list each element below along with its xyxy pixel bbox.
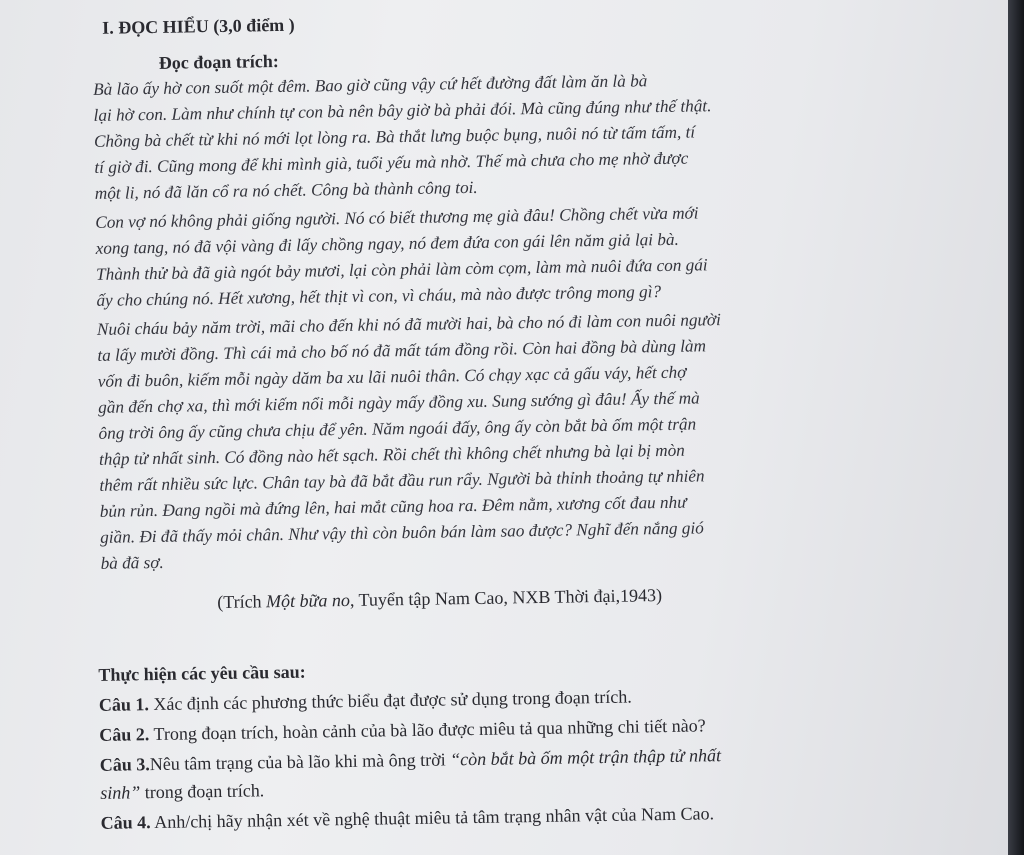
excerpt-line: ấy cho chúng nó. Hết xương, hết thịt vì con, vì cháu, mà nào được trông mong gì? [96, 282, 662, 310]
excerpt-line: ông trời ông ấy cũng chưa chịu để yên. Năm ngoái đấy, ông ấy còn bắt bà ốm một trận [98, 414, 697, 443]
question-label: Câu 4. [100, 812, 151, 833]
question-text-tail: trong đoạn trích. [140, 780, 265, 803]
background-edge [1008, 0, 1024, 855]
question-3-continued [100, 780, 264, 804]
excerpt-line: tí giờ đi. Cũng mong để khi mình già, tuổi yếu mà nhờ. Thế mà chưa cho mẹ nhờ được [94, 148, 689, 177]
question-text: Xác định các phương thức biểu đạt được sử dụng trong đoạn trích. [148, 686, 632, 715]
excerpt-line: Nuôi cháu bảy năm trời, mãi cho đến khi nó đã mười hai, bà cho nó đi làm con nuôi người [96, 310, 721, 339]
excerpt-line: Con vợ nó không phải giống người. Nó có biết thương mẹ già đâu! Chồng chết vừa mới [95, 203, 699, 232]
excerpt-line: thập tử nhất sinh. Có đồng nào hết sạch. Rồi chết thì không chết nhưng bà lại bị mòn [98, 440, 685, 469]
requirements-title: Thực hiện các yêu cầu sau: [98, 661, 306, 685]
excerpt-line: ta lấy mười đồng. Thì cái mả cho bố nó đã mất tám đồng rồi. Còn hai đồng bà dùng làm [97, 336, 707, 365]
question-text: Trong đoạn trích, hoàn cảnh của bà lão được miêu tả qua những chi tiết nào? [149, 715, 706, 745]
question-label: Câu 1. [98, 694, 150, 715]
excerpt-line: Thành thử bà đã già ngót bảy mươi, lại còn phải làm còm cọm, làm mà nuôi đứa con gái [95, 255, 708, 284]
excerpt-line: thêm rất nhiều sức lực. Chân tay bà đã bắt đầu run rẩy. Người bà thỉnh thoảng tự nhiên [99, 466, 705, 495]
excerpt-line: bủn rủn. Đang ngồi mà đứng lên, hai mắt cũng hoa ra. Đêm nằm, xương cốt đau như [99, 492, 687, 521]
excerpt-line: giần. Đi đã thấy mỏi chân. Như vậy thì còn buôn bán làm sao được? Nghĩ đến nắng gió [100, 518, 704, 547]
excerpt-line: Chồng bà chết từ khi nó mới lọt lòng ra. Bà thắt lưng buộc bụng, nuôi nó từ tấm tấm, tí [93, 122, 696, 151]
excerpt-line: lại hờ con. Làm như chính tự con bà nên bây giờ bà phải đói. Mà cũng đúng như thế thật. [93, 96, 712, 125]
excerpt-line: một li, nó đã lăn cổ ra nó chết. Công bà thành công toi. [94, 177, 478, 203]
question-quote-continued: sinh” [100, 782, 141, 803]
question-4 [101, 803, 715, 834]
excerpt-line: Bà lão ấy hờ con suốt một đêm. Bao giờ cũng vậy cứ hết đường đất làm ăn là bà [93, 71, 648, 99]
section-title: I. ĐỌC HIỂU (3,0 điểm ) [102, 14, 295, 38]
excerpt-line: bà đã sợ. [100, 552, 164, 573]
source-citation [217, 585, 662, 613]
source-book-title: Một bữa no [265, 589, 351, 612]
source-suffix: , Tuyển tập Nam Cao, NXB Thời đại,1943) [349, 585, 663, 610]
question-text: Anh/chị hãy nhận xét về nghệ thuật miêu tả tâm trạng nhân vật của Nam Cao. [150, 803, 715, 833]
source-prefix: (Trích [217, 591, 267, 613]
excerpt-line: xong tang, nó đã vội vàng đi lấy chồng ngay, nó đem đứa con gái lên năm giả lại bà. [95, 229, 679, 258]
excerpt-line: gần đến chợ xa, thì mới kiếm nổi mỗi ngày mấy đồng xu. Sung sướng gì đâu! Ấy thế mà [98, 388, 700, 417]
document-content [88, 0, 948, 833]
question-1 [99, 687, 632, 716]
question-3 [100, 745, 722, 776]
question-2 [99, 715, 706, 746]
excerpt-label: Đọc đoạn trích: [158, 51, 279, 73]
question-label: Câu 2. [99, 724, 150, 745]
excerpt-line: vốn đi buôn, kiếm mỗi ngày dăm ba xu lãi nuôi thân. Có chạy xạc cả gấu váy, hết chợ [97, 362, 687, 391]
question-text: Nêu tâm trạng của bà lão khi mà ông trời [149, 749, 451, 775]
question-label: Câu 3. [99, 754, 150, 775]
question-quote: “còn bắt bà ốm một trận thập tử nhất [450, 745, 722, 770]
